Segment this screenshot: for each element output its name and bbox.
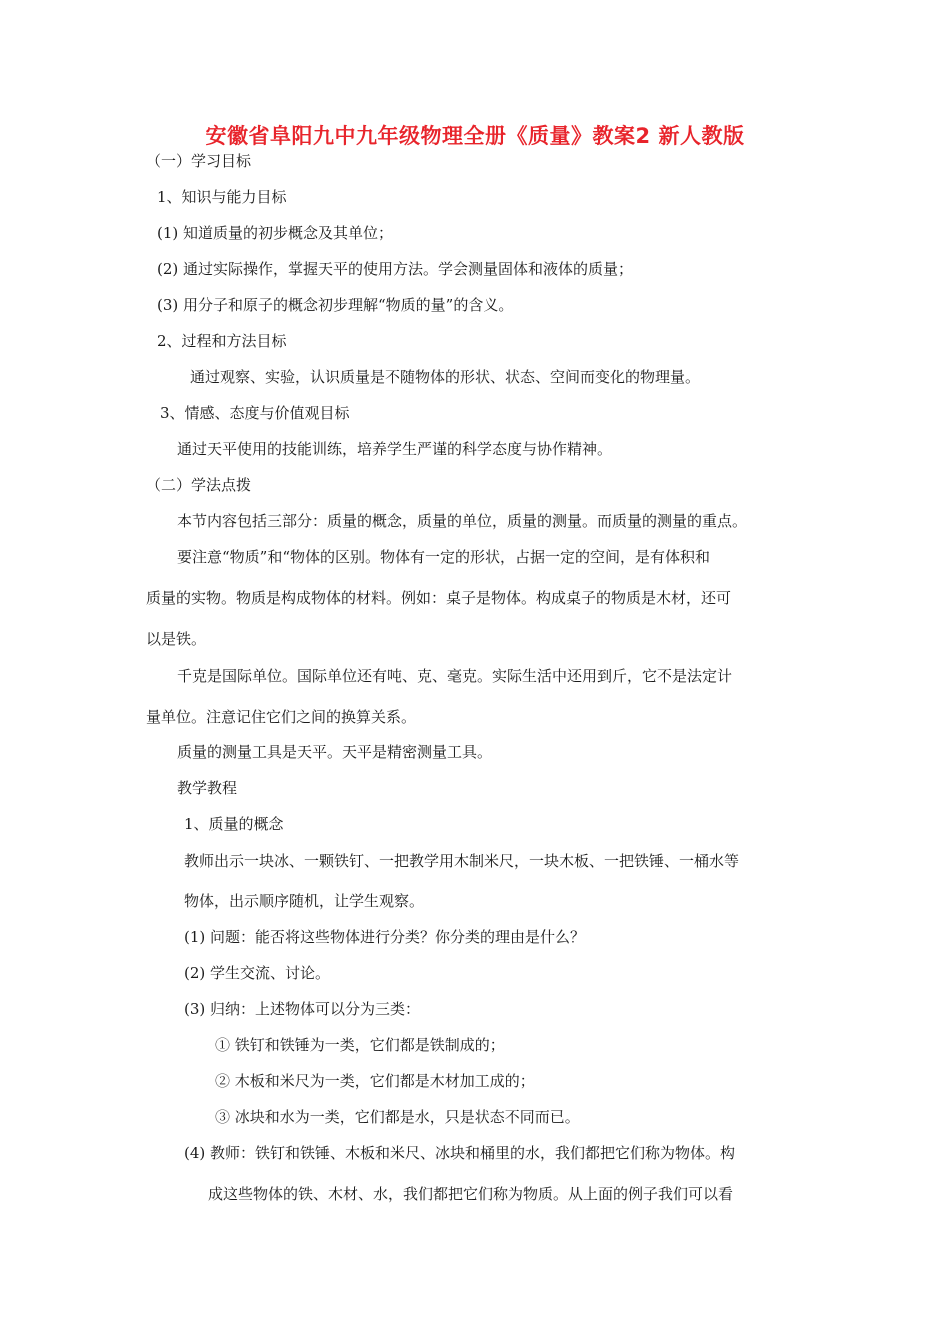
text-line: (2) 通过实际操作，掌握天平的使用方法。学会测量固体和液体的质量； (157, 260, 634, 278)
text-line: 量单位。注意记住它们之间的换算关系。 (146, 708, 417, 726)
text-line: 物体，出示顺序随机，让学生观察。 (184, 892, 425, 910)
text-line: 教学教程 (177, 779, 238, 797)
text-line: 成这些物体的铁、木材、水，我们都把它们称为物质。从上面的例子我们可以看 (208, 1185, 734, 1203)
text-line: 1、知识与能力目标 (157, 188, 287, 206)
text-line: （一）学习目标 (146, 152, 252, 170)
text-line: (1) 知道质量的初步概念及其单位； (157, 224, 394, 242)
text-line: ② 木板和米尺为一类，它们都是木材加工成的； (215, 1072, 535, 1090)
text-line: (3) 用分子和原子的概念初步理解“物质的量”的含义。 (157, 296, 514, 314)
text-line: 3、情感、态度与价值观目标 (160, 404, 350, 422)
text-line: 本节内容包括三部分：质量的概念，质量的单位，质量的测量。而质量的测量的重点。 (177, 512, 748, 530)
text-line: ① 铁钉和铁锤为一类，它们都是铁制成的； (215, 1036, 505, 1054)
text-line: ③ 冰块和水为一类，它们都是水，只是状态不同而已。 (215, 1108, 580, 1126)
text-line: 通过观察、实验，认识质量是不随物体的形状、状态、空间而变化的物理量。 (190, 368, 701, 386)
text-line: 以是铁。 (146, 630, 207, 648)
text-line: 质量的实物。物质是构成物体的材料。例如：桌子是物体。构成桌子的物质是木材，还可 (146, 589, 732, 607)
text-line: 教师出示一块冰、一颗铁钉、一把教学用木制米尺，一块木板、一把铁锤、一桶水等 (184, 852, 740, 870)
text-line: 要注意“物质”和“物体的区别。物体有一定的形状，占据一定的空间，是有体积和 (177, 548, 711, 566)
text-line: （二）学法点拨 (146, 476, 252, 494)
text-line: 1、质量的概念 (184, 815, 284, 833)
text-line: 2、过程和方法目标 (157, 332, 287, 350)
text-line: 通过天平使用的技能训练，培养学生严谨的科学态度与协作精神。 (177, 440, 613, 458)
text-line: 质量的测量工具是天平。天平是精密测量工具。 (177, 743, 493, 761)
text-line: (2) 学生交流、讨论。 (184, 964, 331, 982)
text-line: (3) 归纳：上述物体可以分为三类： (184, 1000, 421, 1018)
text-line: 千克是国际单位。国际单位还有吨、克、毫克。实际生活中还用到斤，它不是法定计 (177, 667, 733, 685)
text-line: (4) 教师：铁钉和铁锤、木板和米尺、冰块和桶里的水，我们都把它们称为物体。构 (184, 1144, 736, 1162)
document-title: 安徽省阜阳九中九年级物理全册《质量》教案2 新人教版 (205, 124, 745, 148)
text-line: (1) 问题：能否将这些物体进行分类？你分类的理由是什么？ (184, 928, 586, 946)
